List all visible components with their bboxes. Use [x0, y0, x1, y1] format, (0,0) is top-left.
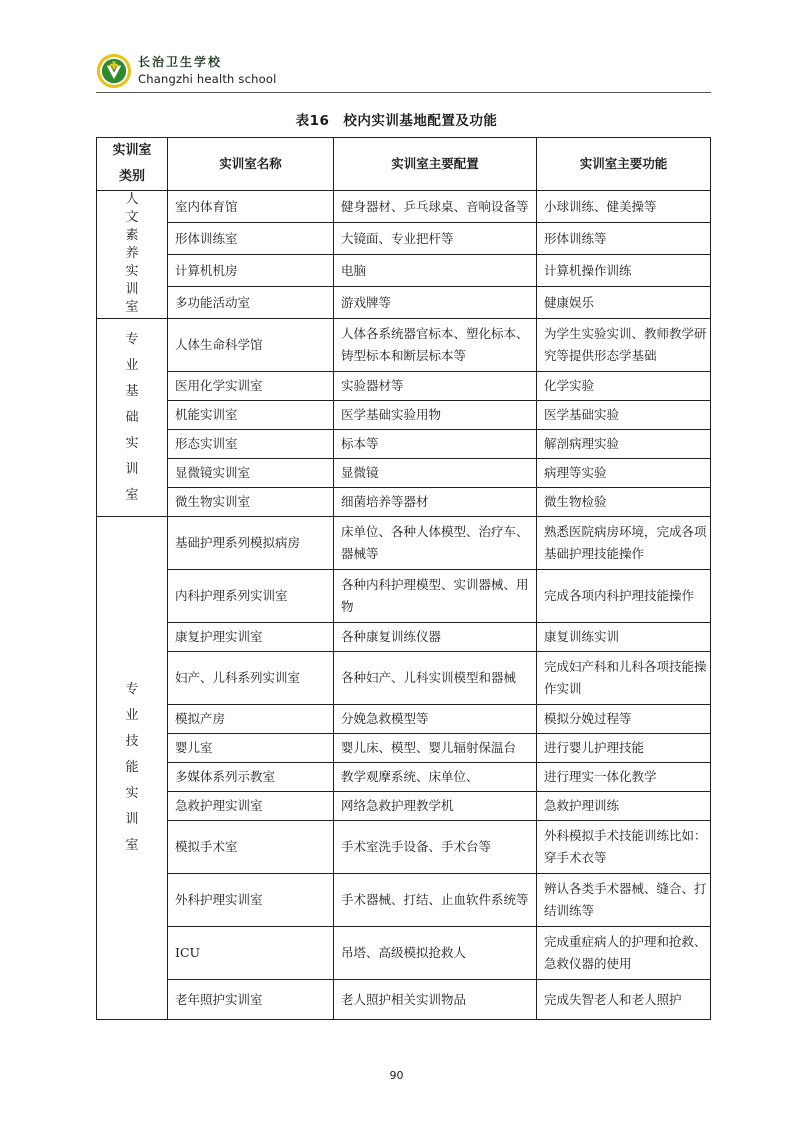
cell-function: 医学基础实验 [537, 401, 711, 430]
table-row [97, 191, 711, 223]
table-row [97, 255, 711, 287]
table-row [97, 459, 711, 488]
category-cell: 专业技能实训室 [97, 517, 168, 1020]
cell-config: 标本等 [334, 430, 537, 459]
cell-function: 辨认各类手术器械、缝合、打结训练等 [537, 874, 711, 927]
cell-name: 计算机机房 [168, 255, 334, 287]
cell-name: 婴儿室 [168, 734, 334, 763]
cell-name: 多媒体系列示教室 [168, 763, 334, 792]
cell-name: 模拟手术室 [168, 821, 334, 874]
table-row [97, 488, 711, 517]
cell-config: 吊塔、高级模拟抢救人 [334, 927, 537, 980]
cell-name: 基础护理系列模拟病房 [168, 517, 334, 570]
training-base-table [96, 137, 711, 1020]
cell-function: 进行婴儿护理技能 [537, 734, 711, 763]
table-row [97, 734, 711, 763]
table-row [97, 652, 711, 705]
cell-config: 健身器材、乒乓球桌、音响设备等 [334, 191, 537, 223]
table-row [97, 517, 711, 570]
table-row [97, 821, 711, 874]
cell-config: 细菌培养等器材 [334, 488, 537, 517]
cell-name: 妇产、儿科系列实训室 [168, 652, 334, 705]
table-row [97, 401, 711, 430]
school-name-en: Changzhi health school [138, 72, 277, 86]
cell-function: 微生物检验 [537, 488, 711, 517]
cell-function: 化学实验 [537, 372, 711, 401]
cell-function: 模拟分娩过程等 [537, 705, 711, 734]
table-row [97, 319, 711, 372]
cell-function: 健康娱乐 [537, 287, 711, 319]
cell-config: 实验器材等 [334, 372, 537, 401]
cell-config: 床单位、各种人体模型、治疗车、器械等 [334, 517, 537, 570]
page-number: 90 [389, 1069, 404, 1082]
cell-config: 老人照护相关实训物品 [334, 980, 537, 1020]
cell-config: 手术器械、打结、止血软件系统等 [334, 874, 537, 927]
table-header-row [97, 138, 711, 191]
cell-config: 教学观摩系统、床单位、 [334, 763, 537, 792]
cell-name: 康复护理实训室 [168, 623, 334, 652]
cell-name: 机能实训室 [168, 401, 334, 430]
cell-function: 为学生实验实训、教师教学研究等提供形态学基础 [537, 319, 711, 372]
cell-function: 形体训练等 [537, 223, 711, 255]
cell-function: 完成失智老人和老人照护 [537, 980, 711, 1020]
table-row [97, 705, 711, 734]
cell-config: 各种康复训练仪器 [334, 623, 537, 652]
cell-function: 康复训练实训 [537, 623, 711, 652]
header-divider [96, 92, 711, 93]
cell-config: 分娩急救模型等 [334, 705, 537, 734]
cell-config: 各种妇产、儿科实训模型和器械 [334, 652, 537, 705]
table-row [97, 763, 711, 792]
cell-config: 大镜面、专业把杆等 [334, 223, 537, 255]
header-function: 实训室主要功能 [537, 138, 711, 191]
school-name-cn: 长治卫生学校 [138, 55, 223, 69]
cell-config: 游戏牌等 [334, 287, 537, 319]
cell-name: 人体生命科学馆 [168, 319, 334, 372]
table-row [97, 874, 711, 927]
cell-function: 熟悉医院病房环境，完成各项基础护理技能操作 [537, 517, 711, 570]
table-row [97, 623, 711, 652]
table-row [97, 927, 711, 980]
school-emblem-icon [96, 53, 132, 89]
cell-name: 微生物实训室 [168, 488, 334, 517]
cell-function: 急救护理训练 [537, 792, 711, 821]
category-cell: 人文素养实训室 [97, 191, 168, 319]
cell-name: 急救护理实训室 [168, 792, 334, 821]
page-header [96, 48, 276, 94]
header-category: 实训室类别 [97, 138, 168, 191]
cell-function: 完成重症病人的护理和抢救、急救仪器的使用 [537, 927, 711, 980]
cell-name: 室内体育馆 [168, 191, 334, 223]
cell-config: 显微镜 [334, 459, 537, 488]
cell-name: 模拟产房 [168, 705, 334, 734]
cell-name: ICU [168, 927, 334, 980]
cell-name: 形态实训室 [168, 430, 334, 459]
cell-config: 医学基础实验用物 [334, 401, 537, 430]
cell-name: 内科护理系列实训室 [168, 570, 334, 623]
cell-function: 进行理实一体化教学 [537, 763, 711, 792]
table-row [97, 223, 711, 255]
header-name: 实训室名称 [168, 138, 334, 191]
header-config: 实训室主要配置 [334, 138, 537, 191]
cell-config: 电脑 [334, 255, 537, 287]
table-row [97, 372, 711, 401]
cell-name: 医用化学实训室 [168, 372, 334, 401]
cell-config: 婴儿床、模型、婴儿辐射保温台 [334, 734, 537, 763]
table-title: 表16 校内实训基地配置及功能 [295, 113, 498, 129]
cell-function: 完成各项内科护理技能操作 [537, 570, 711, 623]
cell-name: 老年照护实训室 [168, 980, 334, 1020]
cell-function: 小球训练、健美操等 [537, 191, 711, 223]
table-row [97, 430, 711, 459]
cell-config: 网络急救护理教学机 [334, 792, 537, 821]
cell-function: 解剖病理实验 [537, 430, 711, 459]
cell-config: 人体各系统器官标本、塑化标本、铸型标本和断层标本等 [334, 319, 537, 372]
cell-config: 手术室洗手设备、手术台等 [334, 821, 537, 874]
table-row [97, 792, 711, 821]
cell-function: 计算机操作训练 [537, 255, 711, 287]
table-row [97, 287, 711, 319]
cell-name: 外科护理实训室 [168, 874, 334, 927]
cell-name: 显微镜实训室 [168, 459, 334, 488]
cell-function: 外科模拟手术技能训练比如：穿手术衣等 [537, 821, 711, 874]
cell-name: 多功能活动室 [168, 287, 334, 319]
cell-config: 各种内科护理模型、实训器械、用物 [334, 570, 537, 623]
table-row [97, 980, 711, 1020]
cell-name: 形体训练室 [168, 223, 334, 255]
category-cell: 专业基础实训室 [97, 319, 168, 517]
cell-function: 病理等实验 [537, 459, 711, 488]
cell-function: 完成妇产科和儿科各项技能操作实训 [537, 652, 711, 705]
table-row [97, 570, 711, 623]
